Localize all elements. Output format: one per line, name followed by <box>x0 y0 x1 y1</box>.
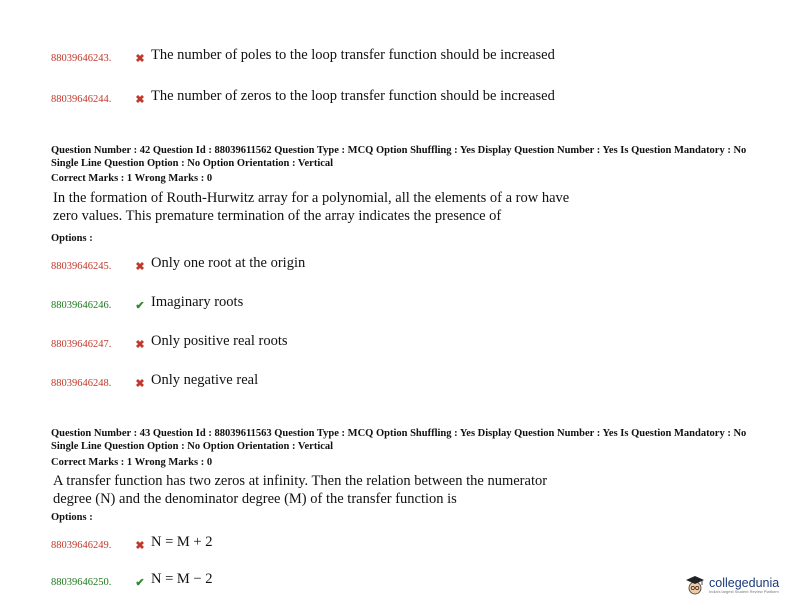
collegedunia-logo <box>684 574 779 596</box>
options-label: Options : <box>51 512 93 523</box>
question-header: Question Number : 43 Question Id : 88039611563 Question Type : MCQ Option Shuffling : Yes Display Question Number : Yes Is Question Mandatory : No Single Line Question Option : No Option Orientation : Vertical <box>51 428 747 452</box>
option-text: The number of zeros to the loop transfer function should be increased <box>151 88 555 104</box>
option-id: 88039646243. <box>51 53 112 64</box>
option-row <box>51 47 555 65</box>
check-mark-icon: ✔ <box>135 300 145 312</box>
option-id: 88039646249. <box>51 540 112 551</box>
question-text-line: zero values. This premature termination of the array indicates the presence of <box>53 208 502 224</box>
option-text: Only one root at the origin <box>151 255 306 271</box>
wrong-mark-icon: ✖ <box>135 261 145 273</box>
option-id: 88039646248. <box>51 378 112 389</box>
wrong-mark-icon: ✖ <box>135 378 145 390</box>
option-id: 88039646244. <box>51 94 112 105</box>
option-row <box>51 255 306 273</box>
option-row <box>51 534 213 552</box>
question-marks: Correct Marks : 1 Wrong Marks : 0 <box>51 457 213 468</box>
graduation-cap-mascot-icon <box>684 574 706 596</box>
brand-name: collegedunia <box>709 575 780 590</box>
wrong-mark-icon: ✖ <box>135 540 145 552</box>
option-text: N = M + 2 <box>151 534 213 550</box>
wrong-mark-icon: ✖ <box>135 53 145 65</box>
option-row <box>51 372 259 390</box>
option-row <box>51 88 555 106</box>
wrong-mark-icon: ✖ <box>135 339 145 351</box>
option-row <box>51 294 244 312</box>
option-id: 88039646245. <box>51 261 112 272</box>
brand-tagline: India's largest Student Review Platform <box>709 588 779 594</box>
option-text: Only negative real <box>151 372 259 388</box>
options-label: Options : <box>51 233 93 244</box>
option-id: 88039646246. <box>51 300 112 311</box>
question-text <box>53 472 633 508</box>
question-text-line: degree (N) and the denominator degree (M) of the transfer function is <box>53 491 457 507</box>
option-text: Imaginary roots <box>151 294 244 310</box>
question-text <box>53 189 633 225</box>
check-mark-icon: ✔ <box>135 577 145 589</box>
question-text-line: In the formation of Routh-Hurwitz array for a polynomial, all the elements of a row have <box>53 190 570 206</box>
option-row <box>51 571 213 589</box>
option-text: The number of poles to the loop transfer function should be increased <box>151 47 555 63</box>
wrong-mark-icon: ✖ <box>135 94 145 106</box>
option-text: Only positive real roots <box>151 333 288 349</box>
question-header: Question Number : 42 Question Id : 88039611562 Question Type : MCQ Option Shuffling : Yes Display Question Number : Yes Is Question Mandatory : No Single Line Question Option : No Option Orientation : Vertical <box>51 145 747 169</box>
question-text-line: A transfer function has two zeros at infinity. Then the relation between the numerator <box>53 473 548 489</box>
question-marks: Correct Marks : 1 Wrong Marks : 0 <box>51 173 213 184</box>
option-id: 88039646247. <box>51 339 112 350</box>
option-text: N = M − 2 <box>151 571 213 587</box>
option-id: 88039646250. <box>51 577 112 588</box>
option-row <box>51 333 288 351</box>
